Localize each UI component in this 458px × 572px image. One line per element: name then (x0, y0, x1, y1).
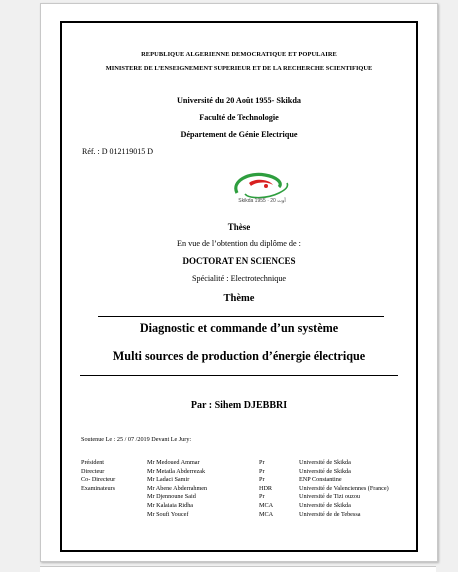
speciality: Spécialité : Electrotechnique (191, 274, 287, 283)
jury-role: Président (81, 459, 105, 466)
university-logo (227, 169, 297, 207)
jury-grade: Pr (259, 493, 265, 501)
degree-name: DOCTORAT EN SCIENCES (182, 256, 296, 266)
thesis-type: Thèse (227, 222, 251, 232)
author: Par : Sihem DJEBBRI (190, 400, 288, 411)
reference-number: Réf. : D 012119015 D (82, 147, 154, 156)
jury-grade: Pr (259, 459, 265, 466)
theme-label: Thème (223, 293, 255, 304)
jury-grade: HDR (259, 484, 273, 492)
university-name: Université du 20 Août 1955- Skikda (177, 96, 301, 105)
faculty-name: Faculté de Technologie (199, 113, 279, 122)
page-border-frame (60, 21, 418, 552)
title-rule-bottom (80, 375, 398, 376)
jury-institution: ENP Constantine (299, 476, 342, 484)
jury-institution: Université de Skikda (299, 459, 351, 466)
ministry-heading: MINISTERE DE L’ENSEIGNEMENT SUPERIEUR ET DE LA RECHERCHE SCIENTIFIQUE (105, 65, 373, 72)
jury-name: Mr Medoued Ammar (147, 459, 200, 466)
jury-institution: Université de Skikda (299, 501, 351, 509)
jury-name: Mr Metatla Abderrezak (147, 467, 206, 475)
department-name: Département de Génie Electrique (180, 130, 298, 139)
thesis-title-line2: Multi sources de production d’énergie électrique (112, 349, 366, 363)
thesis-title-line1: Diagnostic et commande d’un système (139, 321, 339, 335)
jury-grade: Pr (259, 467, 265, 475)
document-page (40, 3, 438, 562)
jury-role: Directeur (81, 467, 105, 475)
jury-institution: Université de Skikda (299, 467, 351, 475)
degree-purpose: En vue de l’obtention du diplôme de : (177, 239, 301, 248)
jury-grade: MCA (259, 501, 274, 509)
republic-heading: REPUBLIQUE ALGERIENNE DEMOCRATIQUE ET POPULAIRE (141, 51, 337, 58)
jury-institution: Université de Tizi ouzou (299, 493, 361, 501)
jury-grade: MCA (259, 510, 274, 518)
jury-grade: Pr (259, 476, 265, 484)
jury-name: Mr Abene Abderrahmen (147, 484, 208, 492)
jury-role: Co- Directeur (81, 476, 116, 484)
jury-name: Mr Soufi Youcef (147, 510, 189, 518)
jury-role: Examinateurs (81, 484, 116, 492)
next-page-edge (40, 566, 436, 572)
logo-lettering: Skikda 1955 · 20 أوت (238, 198, 286, 204)
jury-name: Mr Djennoune Said (147, 493, 196, 501)
jury-name: Mr Kalaiaia Ridha (147, 501, 194, 509)
jury-name: Mr Ladaci Samir (147, 476, 190, 484)
jury-institution: Université de de Tebessa (299, 510, 361, 518)
title-rule-top (98, 316, 384, 317)
jury-institution: Université de Valenciennes (France) (299, 484, 389, 492)
defense-date: Soutenue Le : 25 / 07 /2019 Devant Le Jury: (81, 436, 192, 443)
